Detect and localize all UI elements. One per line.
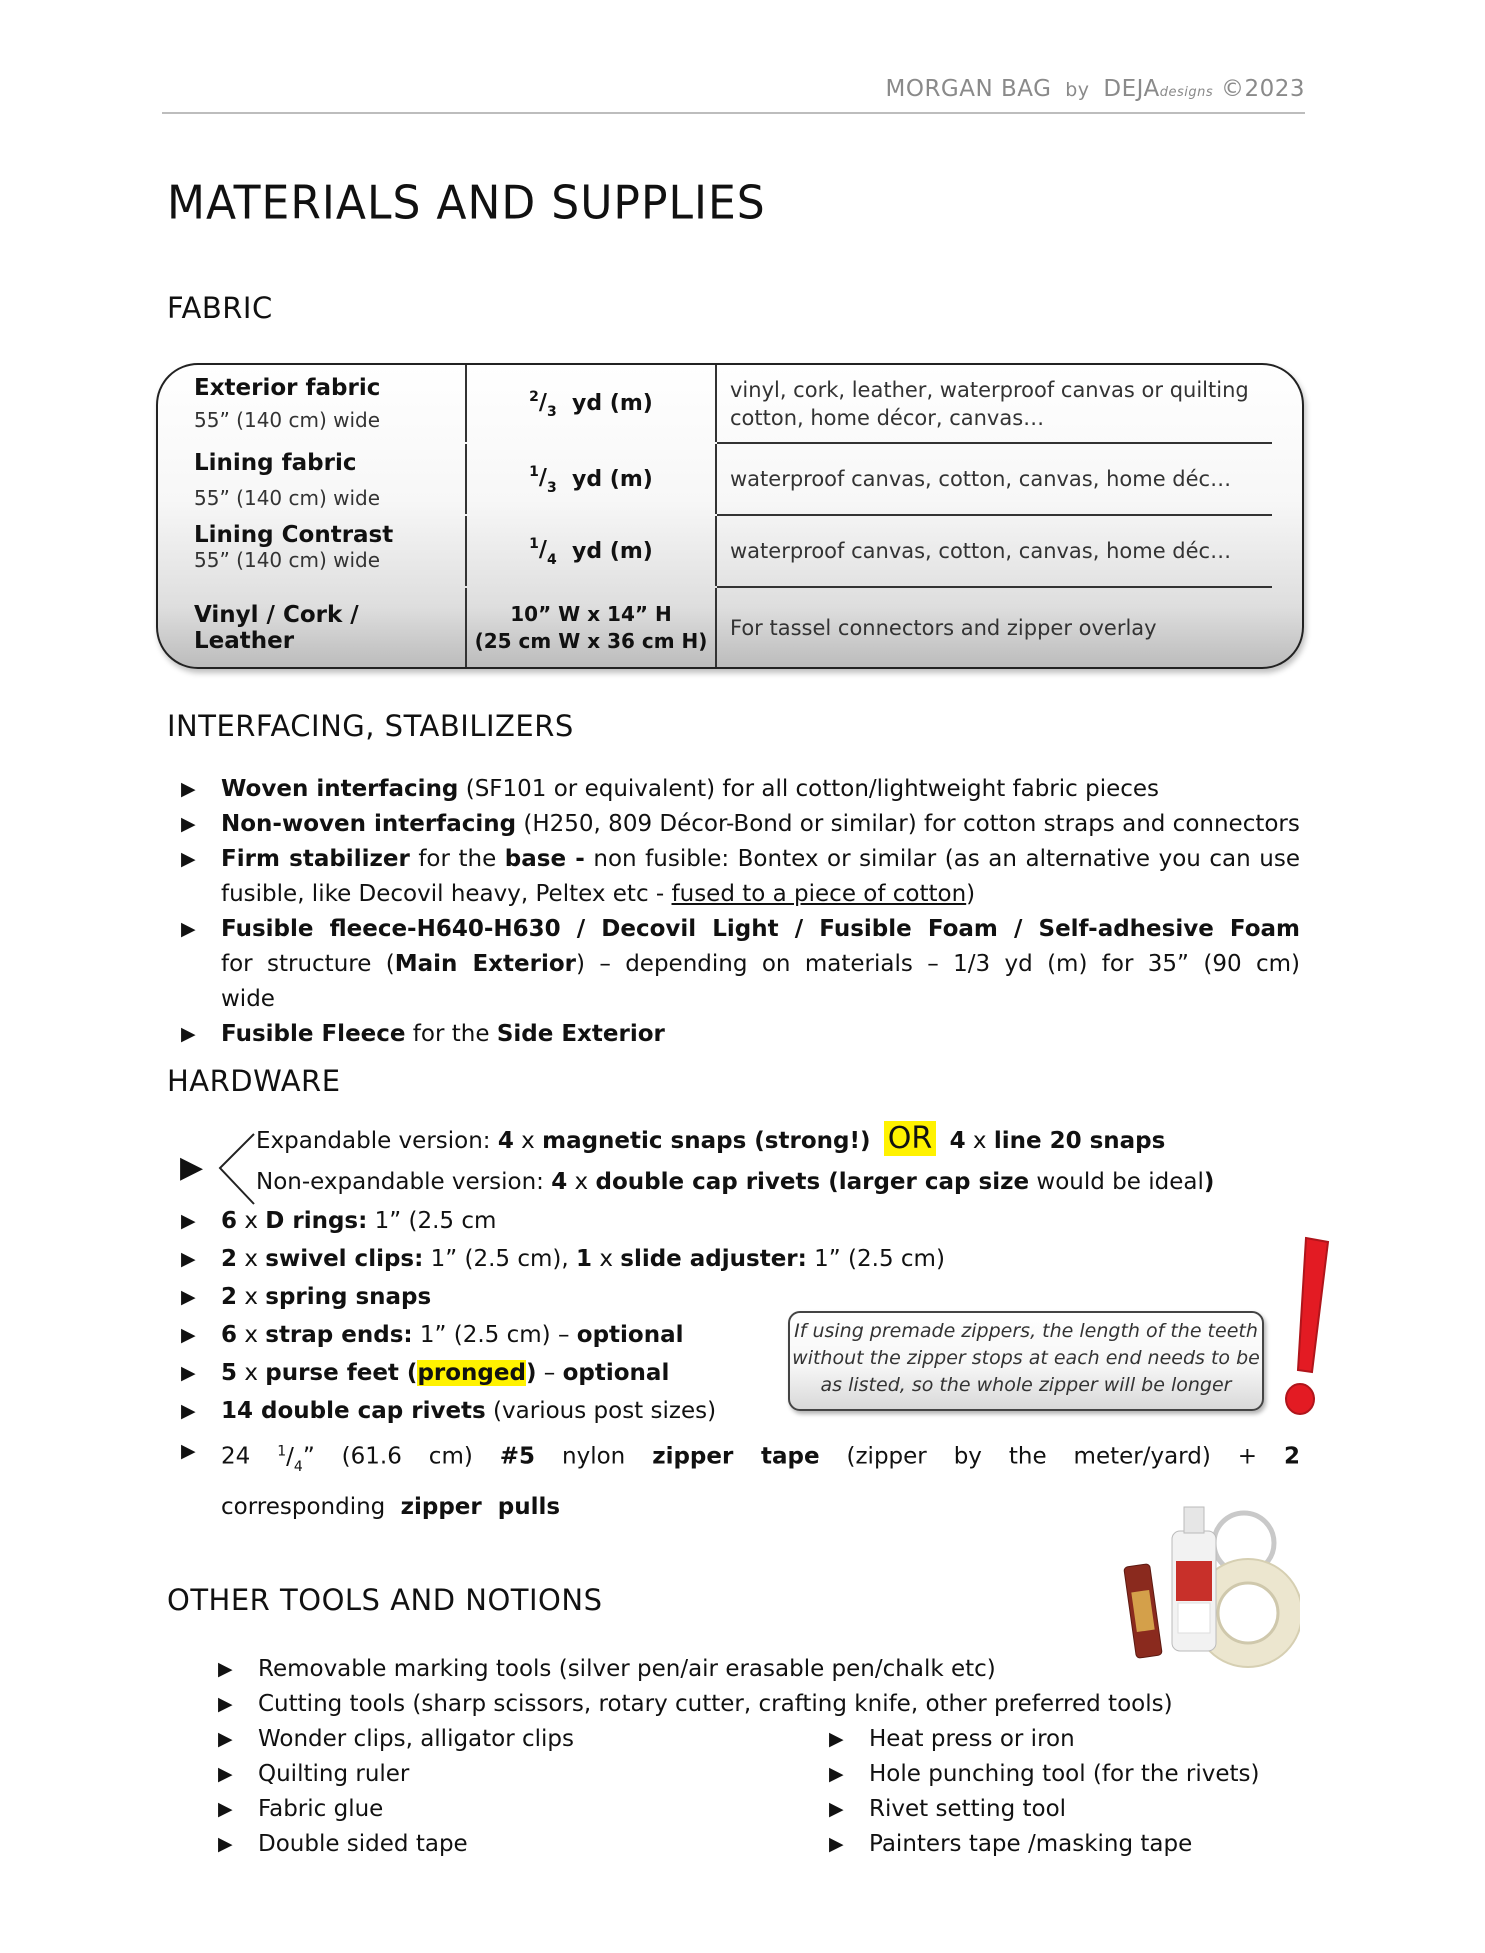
- fraction-den: 3: [546, 404, 557, 421]
- fraction-num: 1: [529, 464, 539, 481]
- list-item: ▶ Quilting ruler: [204, 1757, 764, 1792]
- fraction-num: 2: [529, 388, 539, 405]
- list-item: ▶ 6 x D rings: 1” (2.5 cm: [167, 1202, 1300, 1240]
- fabric-use: vinyl, cork, leather, waterproof canvas or quilting cotton, home décor, canvas…: [730, 377, 1249, 430]
- list-item: ▶ Non-woven interfacing (H250, 809 Décor-Bond or similar) for cotton straps and connectors: [167, 807, 1300, 842]
- list-item: ▶ Removable marking tools (silver pen/air erasable pen/chalk etc): [204, 1652, 1304, 1687]
- fabric-amount: [465, 588, 717, 667]
- fraction-den: 3: [546, 479, 557, 496]
- fabric-name: Lining fabric: [194, 450, 357, 476]
- table-row: [158, 516, 1302, 586]
- fabric-name: Vinyl / Cork / Leather: [194, 601, 359, 654]
- list-item: ▶ Rivet setting tool: [815, 1792, 1295, 1827]
- page-header: [162, 76, 1305, 114]
- list-item: ▶ 14 double cap rivets (various post sizes): [167, 1392, 1300, 1430]
- list-item: ▶ 24 $^1/_4$” (61.6 cm) #5 nylon zipper tape (zipper by the meter/yard) + 2 corresponding zipper pulls: [167, 1430, 1300, 1528]
- fabric-use: waterproof canvas, cotton, canvas, home déc…: [730, 539, 1232, 563]
- expandable-option: Expandable version: 4 x magnetic snaps (strong!) OR 4 x line 20 snaps: [256, 1121, 1166, 1156]
- right-triangle-bullet-icon: ▶: [180, 1150, 204, 1185]
- section-tools-heading: OTHER TOOLS AND NOTIONS: [167, 1583, 603, 1617]
- fraction: $^1/_3$: [529, 464, 557, 496]
- list-item: ▶ 5 x purse feet (pronged) – optional: [167, 1354, 1300, 1392]
- list-item: ▶ Fusible fleece-H640-H630 / Decovil Light / Fusible Foam / Self-adhesive Foam for structure (Main Exterior) – depending on materials – 1/3 yd (m) for 35” (90 cm) wide: [167, 912, 1300, 1017]
- header-by: by: [1065, 79, 1090, 101]
- list-item: ▶ Firm stabilizer for the base - non fusible: Bontex or similar (as an alternative you can use fusible, like Decovil heavy, Peltex etc - fused to a piece of cotton): [167, 842, 1300, 912]
- non-expandable-option: Non-expandable version: 4 x double cap rivets (larger cap size would be ideal): [256, 1169, 1215, 1195]
- fraction-num: 1: [529, 536, 539, 553]
- fabric-use: For tassel connectors and zipper overlay: [730, 615, 1157, 640]
- list-item: ▶ Heat press or iron: [815, 1722, 1295, 1757]
- bracket-chevron-icon: [216, 1130, 256, 1208]
- fabric-unit: yd (m): [572, 391, 653, 416]
- exclamation-icon: [1276, 1232, 1346, 1432]
- interfacing-list: [167, 772, 1300, 1052]
- list-item: ▶ Fusible Fleece for the Side Exterior: [167, 1017, 1300, 1052]
- list-item: ▶ 2 x swivel clips: 1” (2.5 cm), 1 x slide adjuster: 1” (2.5 cm): [167, 1240, 1300, 1278]
- fabric-width: 55” (140 cm) wide: [194, 486, 381, 510]
- header-brand: DEJA: [1103, 76, 1160, 102]
- fabric-name-cell: [158, 588, 465, 667]
- list-item: ▶ Cutting tools (sharp scissors, rotary cutter, crafting knife, other preferred tools): [204, 1687, 1304, 1722]
- section-hardware-heading: HARDWARE: [167, 1064, 341, 1098]
- section-fabric-heading: FABRIC: [167, 291, 273, 325]
- fabric-width: 55” (140 cm) wide: [194, 408, 381, 432]
- list-item: ▶ Woven interfacing (SF101 or equivalent) for all cotton/lightweight fabric pieces: [167, 772, 1300, 807]
- fabric-table: [156, 363, 1304, 669]
- table-row: [158, 588, 1302, 667]
- tools-left-list: [204, 1722, 764, 1862]
- fabric-name-cell: [158, 516, 465, 586]
- fabric-name: Lining Contrast: [194, 522, 394, 548]
- list-item: ▶ Fabric glue: [204, 1792, 764, 1827]
- size-imperial: 10” W x 14” H: [510, 601, 672, 626]
- fabric-name-cell: [158, 444, 465, 514]
- table-row: [158, 365, 1302, 442]
- header-copyright: ©2023: [1220, 76, 1305, 102]
- list-item: ▶ 6 x strap ends: 1” (2.5 cm) – optional: [167, 1316, 1300, 1354]
- fabric-amount: [465, 365, 717, 442]
- fabric-width: 55” (140 cm) wide: [194, 548, 381, 572]
- size-metric: (25 cm W x 36 cm H): [474, 628, 708, 653]
- section-interfacing-heading: INTERFACING, STABILIZERS: [167, 709, 574, 743]
- fabric-unit: yd (m): [572, 466, 653, 492]
- fraction: $^1/_4$: [529, 536, 557, 568]
- table-row: [158, 444, 1302, 514]
- header-brand-sub: designs: [1159, 85, 1214, 100]
- fabric-amount: [465, 444, 717, 514]
- fabric-unit: yd (m): [572, 538, 653, 564]
- or-highlight: OR: [884, 1121, 936, 1156]
- fabric-name: Exterior fabric: [194, 375, 381, 401]
- tools-full-list: [204, 1652, 1304, 1722]
- header-title: MORGAN BAG: [885, 76, 1052, 102]
- list-item: ▶ 2 x spring snaps: [167, 1278, 1300, 1316]
- list-item: ▶ Hole punching tool (for the rivets): [815, 1757, 1295, 1792]
- list-item: ▶ Double sided tape: [204, 1827, 764, 1862]
- tools-right-list: [815, 1722, 1295, 1862]
- list-item: ▶ Wonder clips, alligator clips: [204, 1722, 764, 1757]
- page-title: MATERIALS AND SUPPLIES: [167, 176, 766, 231]
- fabric-amount: [465, 516, 717, 586]
- fraction-den: 4: [546, 551, 557, 568]
- fabric-name-cell: [158, 365, 465, 442]
- list-item: ▶ Painters tape /masking tape: [815, 1827, 1295, 1862]
- fraction: $^2/_3$: [529, 388, 557, 421]
- zipper-note: If using premade zippers, the length of the teeth without the zipper stops at each end needs to be as listed, so the whole zipper will be longer: [788, 1311, 1264, 1411]
- fabric-use: waterproof canvas, cotton, canvas, home déc…: [730, 467, 1232, 491]
